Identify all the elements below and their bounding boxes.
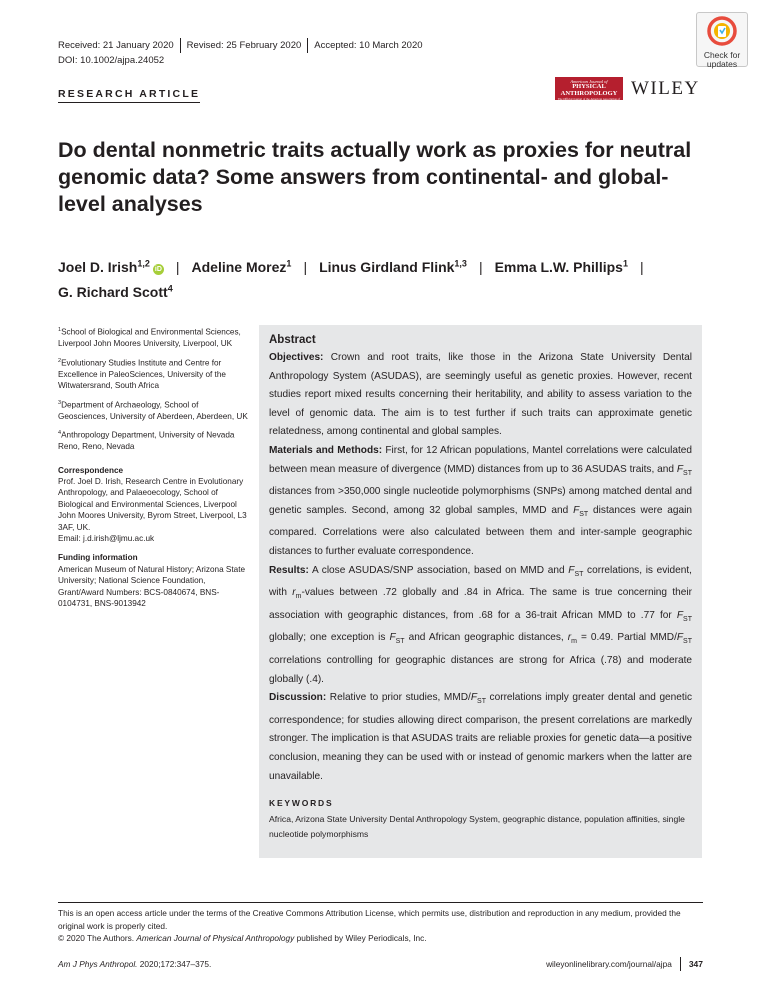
doi[interactable]: DOI: 10.1002/ajpa.24052: [58, 55, 165, 66]
received-date: Received: 21 January 2020: [58, 40, 174, 51]
citation: Am J Phys Anthropol. 2020;172:347–375.: [58, 959, 212, 969]
divider: [180, 38, 181, 53]
author[interactable]: Adeline Morez$^1$: [191, 258, 292, 275]
correspondence-email[interactable]: Email: j.d.irish@ljmu.ac.uk: [58, 534, 155, 544]
keywords-heading: KEYWORDS: [269, 798, 334, 809]
abstract-discussion: Discussion: Relative to prior studies, MMD/$F_{ST}$ correlations imply greater dental and genetic correspondence; for studies allowing direct comparison, the present correlations are markedly stronger. The implication is that ASUDAS traits are reliable proxies for genetic data—a positive conclusion, meaning they can be used with or instead of genomic markers when the latter are unavailable.: [269, 692, 692, 782]
article-type: RESEARCH ARTICLE: [58, 88, 200, 103]
abstract-objectives: Objectives: Crown and root traits, like those in the Arizona State University Dental Anthropology System (ASUDAS), are seemingly useful as genetic proxies. However, recent studies report mixed results concerning their heritability, and ability to assess variation to the level of genomic data. The aim is to test further if such traits can approximate genetic relatedness, among continental and global samples.: [269, 352, 692, 438]
page-number: 347: [688, 959, 703, 969]
page-footer: [58, 957, 703, 971]
author[interactable]: G. Richard Scott$^4$: [58, 283, 173, 301]
author-list: Joel D. Irish$^{1,2}$iD | Adeline Morez$^1$ | Linus Girdland Flink$^{1,3}$ | Emma L.W. Phillips$^1$ | G. Richard Scott$^4$: [58, 258, 644, 301]
correspondence: [58, 465, 248, 545]
check-updates-icon: [707, 16, 737, 46]
publisher-logo: WILEY: [631, 78, 700, 99]
correspondence-heading: Correspondence: [58, 465, 124, 475]
funding-heading: Funding information: [58, 553, 138, 563]
divider: [680, 957, 681, 971]
abstract-results: Results: A close ASUDAS/SNP association, based on MMD and $F_{ST}$ correlations, is evident, with $r_m$-values between .72 globally and .84 in Africa. The same is true concerning their association with geographic distances, from .68 for a 36-trait African MMD to .77 for $F_{ST}$ globally; one exception is $F_{ST}$ and African geographic distances, $r_m = 0.49$. Partial MMD/$F_{ST}$ correlations controlling for geographic distances are strong for Africa (.78) and moderate globally (.4).: [269, 564, 692, 685]
article-info-sidebar: [58, 325, 248, 617]
divider: [307, 38, 308, 53]
funding: [58, 552, 248, 609]
affiliation: $^3$Department of Archaeology, School of Geosciences, University of Aberdeen, Aberdeen, UK: [58, 399, 248, 421]
publication-dates: [58, 38, 423, 53]
check-label-2: updates: [706, 59, 738, 69]
abstract-heading: Abstract: [269, 334, 316, 346]
keywords: Africa, Arizona State University Dental Anthropology System, geographic distance, population affinities, single nucleotide polymorphisms: [269, 814, 685, 840]
author[interactable]: Linus Girdland Flink$^{1,3}$: [319, 258, 467, 275]
journal-logo: American Journal of PHYSICAL ANTHROPOLOGY The Official Journal of the American Association of Physical Anthropologists: [555, 77, 623, 100]
accepted-date: Accepted: 10 March 2020: [314, 40, 423, 51]
correspondence-body: Prof. Joel D. Irish, Research Centre in Evolutionary Anthropology, and Palaeoecology, School of Biological and Environmental Sciences, Liverpool John Moores University, Byrom Street, Liverpool, L3 3AF, UK.: [58, 477, 247, 532]
abstract-box: [259, 325, 702, 858]
check-for-updates-button[interactable]: [696, 12, 748, 67]
orcid-icon[interactable]: iD: [154, 265, 162, 273]
abstract-methods: Materials and Methods: First, for 12 African populations, Mantel correlations were calculated between mean measure of divergence (MMD) distances from up to 36 ASUDAS traits, and $F_{ST}$ distances from >350,000 single nucleotide polymorphisms (SNPs) among matched dental and genetic samples. Second, among 32 global samples, MMD and $F_{ST}$ distances were again compared. Correlations were also calculated between them and inter-sample geographic distances to further evaluate correspondence.: [269, 444, 692, 557]
affiliation: $^4$Anthropology Department, University of Nevada Reno, Reno, Nevada: [58, 430, 235, 452]
author[interactable]: Joel D. Irish$^{1,2}$: [58, 258, 150, 275]
affiliation: $^1$School of Biological and Environmental Sciences, Liverpool John Moores University, Liverpool, UK: [58, 327, 241, 349]
revised-date: Revised: 25 February 2020: [186, 40, 302, 51]
check-label-1: Check for: [703, 50, 741, 60]
journal-url[interactable]: wileyonlinelibrary.com/journal/ajpa: [546, 959, 672, 969]
article-title: Do dental nonmetric traits actually work as proxies for neutral genomic data? Some answers from continental- and global-level analyses: [58, 138, 692, 216]
affiliation: $^2$Evolutionary Studies Institute and Centre for Excellence in PaleoSciences, University of the Witwatersrand, South Africa: [58, 357, 226, 391]
author[interactable]: Emma L.W. Phillips$^1$: [494, 258, 628, 275]
license-text: This is an open access article under the terms of the Creative Commons Attribution License, which permits use, distribution and reproduction in any medium, provided the original work is properly cited.: [58, 908, 681, 931]
funding-body: American Museum of Natural History; Arizona State University; National Science Foundation, Grant/Award Numbers: BCS-0840674, BNS-0104731, BNS-9013942: [58, 564, 246, 609]
license-footnote: [58, 907, 703, 945]
copyright-text: © 2020 The Authors. American Journal of Physical Anthropology published by Wiley Periodicals, Inc.: [58, 933, 427, 943]
footnote-divider: [58, 902, 703, 903]
